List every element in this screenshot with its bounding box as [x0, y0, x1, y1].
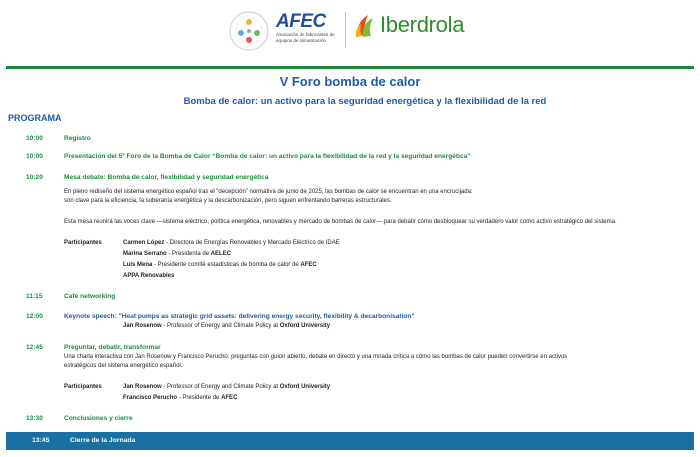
- agenda-description: estratégicos del sistema energético español.: [64, 363, 183, 369]
- participant: [123, 251, 231, 257]
- keynote-speaker: [123, 323, 330, 329]
- participant-role: - Directora de Energías Renovables y Mercado Eléctrico de IDAE: [164, 240, 340, 246]
- participant-name: Francisco Perucho: [123, 395, 178, 401]
- agenda-description: En pleno rediseño del sistema energético español tras el “decepción” normativa de junio de 2025, las bombas de calor se encuentran en una encrucijada:: [64, 189, 473, 195]
- agenda-description: Esta mesa reunirá las voces clave —sistema eléctrico, política energética, renovables y mercado de bombas de calor— para debatir cómo desbloquear su verdadero valor como activo estratégico del sistema.: [64, 219, 617, 225]
- agenda-time: 10:20: [26, 174, 43, 181]
- participant-name: Luis Mena: [123, 262, 153, 268]
- participant: [123, 240, 340, 246]
- speaker-role: - Professor of Energy and Climate Policy at: [161, 323, 280, 329]
- speaker-name: Jan Rosenow: [123, 323, 162, 329]
- page-title: V Foro bomba de calor: [279, 74, 421, 89]
- agenda-label: Registro: [64, 135, 91, 142]
- speaker-org: Oxford University: [279, 323, 331, 329]
- agenda-label: Preguntar, debatir, transformar: [64, 344, 161, 351]
- afec-wordmark: AFEC: [276, 11, 326, 32]
- agenda-label: Presentación del 5º Foro de la Bomba de Calor “Bomba de calor: un activo para la flexibilidad de la red y la seguridad energética”: [64, 153, 471, 160]
- agenda-time: 12:45: [26, 344, 43, 351]
- participants-label: Participantes: [64, 384, 102, 390]
- participant-name: Jan Rosenow: [123, 384, 162, 390]
- agenda-item-cierre: [6, 432, 694, 450]
- agenda-time: 13:30: [26, 415, 43, 422]
- iberdrola-logo: [354, 12, 464, 38]
- participants-label: Participantes: [64, 240, 102, 246]
- agenda-label: Conclusiones y cierre: [64, 415, 133, 422]
- participant: [123, 262, 317, 268]
- iberdrola-wordmark: Iberdrola: [380, 12, 465, 37]
- title-rule: [6, 66, 694, 69]
- participant-org: AFEC: [300, 262, 317, 268]
- participant-role: - Presidente de: [177, 395, 222, 401]
- programa-heading: PROGRAMA: [8, 113, 62, 123]
- agenda-time: 10:00: [26, 153, 43, 160]
- participant-role: - Professor of Energy and Climate Policy at: [161, 384, 280, 390]
- header: [0, 0, 700, 66]
- agenda-time: 12:00: [26, 313, 43, 320]
- page-subtitle: Bomba de calor: un activo para la seguridad energética y la flexibilidad de la red: [183, 96, 547, 107]
- agenda-time: 13:45: [32, 437, 50, 444]
- agenda-description: son clave para la eficiencia, la soberanía energética y la descarbonización, pero siguen enfrentando barreras estructurales.: [64, 198, 392, 204]
- participant-name: Carmen López: [123, 240, 165, 246]
- participant-org: AFEC: [221, 395, 238, 401]
- logo-divider: [345, 12, 346, 48]
- participant-role: - Presidenta de: [166, 251, 211, 257]
- agenda-label: Café networking: [64, 293, 116, 300]
- participant: [123, 395, 237, 401]
- agenda-label: Cierre de la Jornada: [70, 437, 136, 444]
- participant: [123, 273, 174, 279]
- bomba-de-calor-seal-logo: [228, 10, 270, 52]
- agenda-description: Una charla interactiva con Jan Rosenow y Francisco Perucho: preguntas con guion abierto, debate en directo y una mirada crítica a cómo las bombas de calor pueden convertirse en activos: [64, 354, 568, 360]
- afec-tagline: Asociación de fabricantes de equipos de climatización: [276, 32, 335, 43]
- agenda-label: Mesa debate: Bomba de calor, flexibilidad y seguridad energética: [64, 174, 269, 181]
- participant: [123, 384, 330, 390]
- participant-name: APPA Renovables: [123, 273, 175, 279]
- participant-org: Oxford University: [279, 384, 331, 390]
- agenda-time: 11:15: [26, 293, 43, 300]
- participant-org: AELEC: [210, 251, 232, 257]
- participant-role: - Presidente comité estadísticas de bomba de calor de: [152, 262, 301, 268]
- participant-name: Marina Serrano: [123, 251, 167, 257]
- iberdrola-leaf-icon: [354, 12, 376, 38]
- afec-logo: [276, 12, 342, 43]
- agenda-label: Keynote speech: "Heat pumps as strategic grid assets: delivering energy security, flexibility & decarbonisation": [64, 313, 415, 320]
- agenda-time: 10:00: [26, 135, 43, 142]
